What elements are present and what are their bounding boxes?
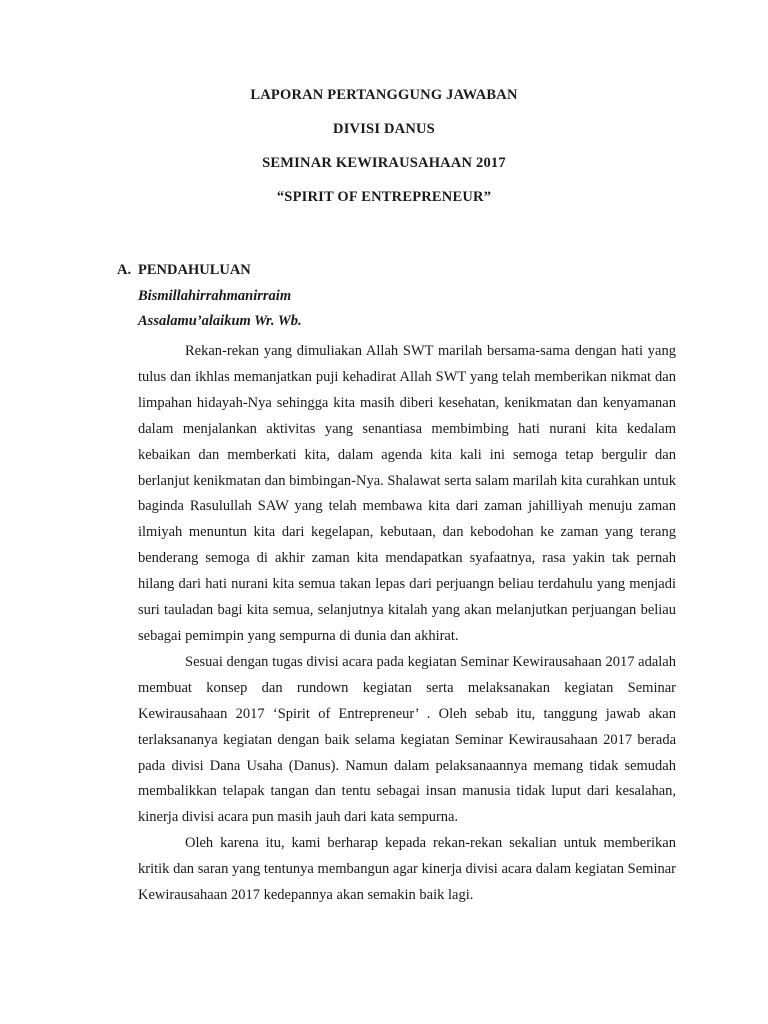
event-title-line: SEMINAR KEWIRAUSAHAAN 2017 bbox=[262, 155, 506, 171]
salam-line: Assalamu’alaikum Wr. Wb. bbox=[138, 313, 302, 329]
report-title-line: LAPORAN PERTANGGUNG JAWABAN bbox=[250, 87, 518, 103]
division-title-line: DIVISI DANUS bbox=[333, 121, 435, 137]
body-paragraph: Rekan-rekan yang dimuliakan Allah SWT marilah bersama-sama dengan hati yang tulus dan ikhlas memanjatkan puji kehadirat Allah SWT yang telah memberikan nikmat dan limpahan hidayah-Nya sehingga kita masih diberi kesehatan, kenikmatan dan kenyamanan dalam menjalankan aktivitas yang senantiasa membimbing hati nurani kita kedalam kebaikan dan memberkati kita, dalam agenda kita kali ini semoga tetap bergulir dan berlanjut kenikmatan dan bimbingan-Nya. Shalawat serta salam marilah kita curahkan untuk baginda Rasulullah SAW yang telah membawa kita dari zaman jahilliyah menuju zaman ilmiyah menuntun kita dari kegelapan, kebutaan, dan kebodohan ke zaman yang terang benderang semoga di akhir zaman kita mendapatkan syafaatnya, rasa yakin tak pernah hilang dari hati nurani kita semua takan lepas dari perjuangn beliau terdahulu yang menjadi suri tauladan bagi kita semua, selanjutnya kitalah yang akan melanjutkan perjuangan beliau sebagai pemimpin yang sempurna di dunia dan akhirat. bbox=[138, 343, 676, 644]
report-title-block bbox=[0, 85, 768, 221]
body-paragraph: Oleh karena itu, kami berharap kepada rekan-rekan sekalian untuk memberikan kritik dan saran yang tentunya membangun agar kinerja divisi acara dalam kegiatan Seminar Kewirausahaan 2017 kedepannya akan semakin baik lagi. bbox=[138, 835, 676, 904]
section-heading-text: PENDAHULUAN bbox=[138, 262, 251, 278]
section-body bbox=[138, 339, 676, 909]
body-paragraph: Sesuai dengan tugas divisi acara pada kegiatan Seminar Kewirausahaan 2017 adalah membuat konsep dan rundown kegiatan serta melaksanakan kegiatan Seminar Kewirausahaan 2017 ‘Spirit of Entrepreneur’ . Oleh sebab itu, tanggung jawab akan terlaksananya kegiatan dengan baik selama kegiatan Seminar Kewirausahaan 2017 berada pada divisi Dana Usaha (Danus). Namun dalam pelaksanaannya memang tidak semudah membalikkan telapak tangan dan tentu sebagai insan manusia tidak luput dari kesalahan, kinerja divisi acara pun masih jauh dari kata sempurna. bbox=[138, 653, 676, 826]
section-marker: A. bbox=[117, 262, 132, 278]
theme-title-line: “SPIRIT OF ENTREPRENEUR” bbox=[276, 189, 492, 205]
section-pendahuluan bbox=[117, 259, 677, 909]
section-heading bbox=[117, 259, 677, 285]
basmalah-line: Bismillahirrahmanirraim bbox=[138, 288, 292, 304]
